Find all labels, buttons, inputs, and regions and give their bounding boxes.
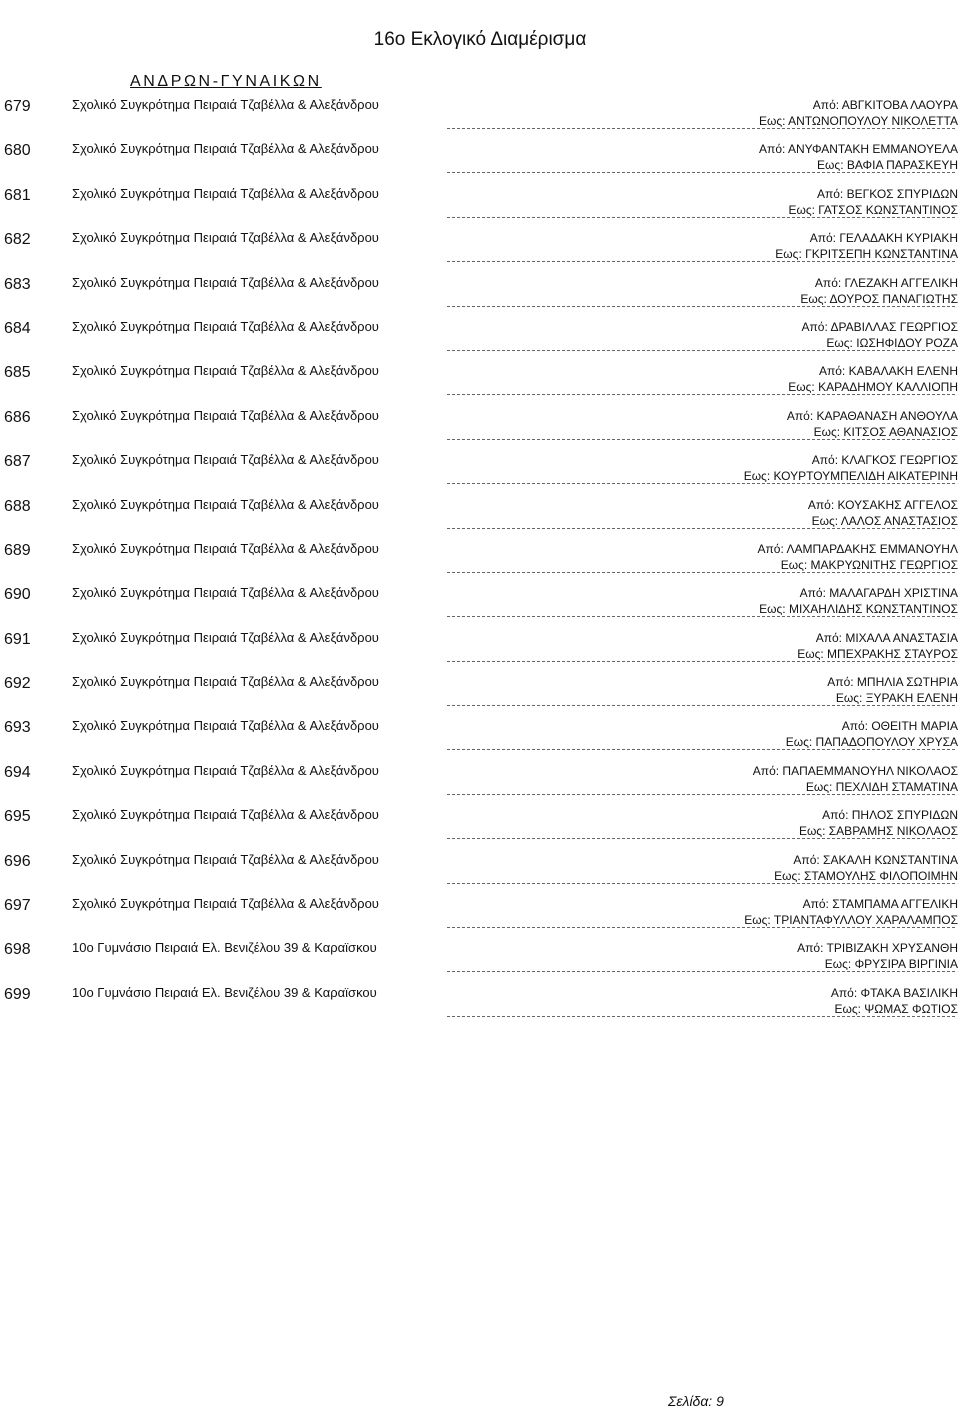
list-item [0,317,960,361]
dashed-divider [447,1016,955,1017]
range-to: Εως: ΚΟΥΡΤΟΥΜΠΕΛΙΔΗ ΑΙΚΑΤΕΡΙΝΗ [743,469,958,484]
range-to: Εως: ΜΠΕΧΡΑΚΗΣ ΣΤΑΥΡΟΣ [797,646,958,661]
range-to: Εως: ΛΑΛΟΣ ΑΝΑΣΤΑΣΙΟΣ [811,513,958,528]
range-to: Εως: ΙΩΣΗΦΙΔΟΥ ΡΟΖΑ [826,335,958,350]
range-from: Από: ΣΤΑΜΠΑΜΑ ΑΓΓΕΛΙΚΗ [802,897,958,912]
dashed-divider [447,838,955,839]
range-from: Από: ΚΑΒΑΛΑΚΗ ΕΛΕΝΗ [818,364,958,379]
range-to: Εως: ΠΕΧΛΙΔΗ ΣΤΑΜΑΤΙΝΑ [805,779,958,794]
station-number: 688 [4,497,31,515]
station-number: 696 [4,852,31,870]
station-number: 683 [4,275,31,293]
range-to: Εως: ΜΑΚΡΥΩΝΙΤΗΣ ΓΕΩΡΓΙΟΣ [780,557,958,572]
list-item [0,938,960,982]
station-location: Σχολικό Συγκρότημα Πειραιά Τζαβέλλα & Αλεξάνδρου [72,629,379,645]
range-from: Από: ΜΑΛΑΓΑΡΔΗ ΧΡΙΣΤΙΝΑ [799,586,958,601]
station-number: 694 [4,763,31,781]
surname-range [759,141,958,173]
station-number: 691 [4,630,31,648]
dashed-divider [447,483,955,484]
section-subtitle: ΑΝΔΡΩΝ-ΓΥΝΑΙΚΩΝ [130,73,322,90]
surname-range [759,97,958,129]
station-location: Σχολικό Συγκρότημα Πειραιά Τζαβέλλα & Αλεξάνδρου [72,452,379,468]
list-item [0,495,960,539]
station-location: Σχολικό Συγκρότημα Πειραιά Τζαβέλλα & Αλεξάνδρου [72,807,379,823]
range-from: Από: ΔΡΑΒΙΛΛΑΣ ΓΕΩΡΓΙΟΣ [801,319,958,334]
dashed-divider [447,350,955,351]
surname-range [827,674,958,706]
station-number: 687 [4,453,31,471]
station-number: 699 [4,985,31,1003]
surname-range [753,763,958,795]
station-location: Σχολικό Συγκρότημα Πειραιά Τζαβέλλα & Αλεξάνδρου [72,185,379,201]
dashed-divider [447,927,955,928]
range-from: Από: ΓΛΕΖΑΚΗ ΑΓΓΕΛΙΚΗ [814,275,958,290]
range-from: Από: ΜΙΧΑΛΑ ΑΝΑΣΤΑΣΙΑ [815,630,958,645]
list-item [0,583,960,627]
range-to: Εως: ΜΙΧΑΗΛΙΔΗΣ ΚΩΝΣΤΑΝΤΙΝΟΣ [759,602,958,617]
station-location: Σχολικό Συγκρότημα Πειραιά Τζαβέλλα & Αλεξάνδρου [72,274,379,290]
dashed-divider [447,217,955,218]
dashed-divider [447,128,955,129]
dashed-divider [447,705,955,706]
surname-range [744,452,958,484]
station-number: 680 [4,142,31,160]
station-number: 684 [4,319,31,337]
dashed-divider [447,661,955,662]
range-from: Από: ΑΝΥΦΑΝΤΑΚΗ ΕΜΜΑΝΟΥΕΛΑ [759,142,958,157]
range-from: Από: ΠΗΛΟΣ ΣΠΥΡΙΔΩΝ [822,808,958,823]
range-from: Από: ΦΤΑΚΑ ΒΑΣΙΛΙΚΗ [830,985,958,1000]
list-item [0,273,960,317]
station-number: 692 [4,675,31,693]
station-number: 685 [4,364,31,382]
dashed-divider [447,261,955,262]
station-number: 681 [4,186,31,204]
station-number: 697 [4,897,31,915]
surname-range [797,940,958,972]
dashed-divider [447,394,955,395]
station-location: Σχολικό Συγκρότημα Πειραιά Τζαβέλλα & Αλεξάνδρου [72,896,379,912]
surname-range [788,186,958,218]
list-item [0,450,960,494]
dashed-divider [447,883,955,884]
dashed-divider [447,172,955,173]
list-item [0,95,960,139]
list-item [0,228,960,272]
station-number: 695 [4,808,31,826]
range-from: Από: ΟΘΕΙΤΗ ΜΑΡΙΑ [841,719,958,734]
range-from: Από: ΚΑΡΑΘΑΝΑΣΗ ΑΝΘΟΥΛΑ [786,408,958,423]
surname-range [799,807,958,839]
station-number: 693 [4,719,31,737]
station-location: Σχολικό Συγκρότημα Πειραιά Τζαβέλλα & Αλεξάνδρου [72,762,379,778]
range-from: Από: ΛΑΜΠΑΡΔΑΚΗΣ ΕΜΜΑΝΟΥΗΛ [757,541,958,556]
range-to: Εως: ΒΑΦΙΑ ΠΑΡΑΣΚΕΥΗ [817,158,958,173]
surname-range [744,896,958,928]
list-item [0,894,960,938]
surname-range [788,363,958,395]
dashed-divider [447,616,955,617]
list-item [0,628,960,672]
dashed-divider [447,439,955,440]
station-location: Σχολικό Συγκρότημα Πειραιά Τζαβέλλα & Αλεξάνδρου [72,97,379,112]
list-item [0,406,960,450]
range-from: Από: ΚΟΥΣΑΚΗΣ ΑΓΓΕΛΟΣ [807,497,958,512]
dashed-divider [447,971,955,972]
range-to: Εως: ΓΑΤΣΟΣ ΚΩΝΣΤΑΝΤΙΝΟΣ [788,202,958,217]
surname-range [759,585,958,617]
surname-range [786,718,958,750]
station-location: Σχολικό Συγκρότημα Πειραιά Τζαβέλλα & Αλεξάνδρου [72,585,379,601]
station-location: Σχολικό Συγκρότημα Πειραιά Τζαβέλλα & Αλεξάνδρου [72,851,379,867]
range-from: Από: ΠΑΠΑΕΜΜΑΝΟΥΗΛ ΝΙΚΟΛΑΟΣ [752,763,958,778]
surname-range [831,985,958,1017]
range-to: Εως: ΓΚΡΙΤΣΕΠΗ ΚΩΝΣΤΑΝΤΙΝΑ [775,247,958,262]
range-to: Εως: ΨΩΜΑΣ ΦΩΤΙΟΣ [834,1001,958,1016]
dashed-divider [447,528,955,529]
dashed-divider [447,749,955,750]
station-list [0,95,960,1027]
station-location: Σχολικό Συγκρότημα Πειραιά Τζαβέλλα & Αλεξάνδρου [72,718,379,734]
surname-range [801,319,958,351]
list-item [0,184,960,228]
surname-range [775,230,958,262]
surname-range [808,497,958,529]
surname-range [797,630,958,662]
station-number: 698 [4,941,31,959]
range-to: Εως: ΑΝΤΩΝΟΠΟΥΛΟΥ ΝΙΚΟΛΕΤΤΑ [758,114,958,128]
page-title: 16ο Εκλογικό Διαμέρισμα [373,29,587,50]
station-location: Σχολικό Συγκρότημα Πειραιά Τζαβέλλα & Αλεξάνδρου [72,496,379,512]
list-item [0,716,960,760]
range-from: Από: ΑΒΓΚΙΤΟΒΑ ΛΑΟΥΡΑ [812,98,958,112]
list-item [0,850,960,894]
station-number: 679 [4,98,31,115]
range-from: Από: ΒΕΓΚΟΣ ΣΠΥΡΙΔΩΝ [816,186,958,201]
station-location: Σχολικό Συγκρότημα Πειραιά Τζαβέλλα & Αλεξάνδρου [72,318,379,334]
station-location: Σχολικό Συγκρότημα Πειραιά Τζαβέλλα & Αλεξάνδρου [72,363,379,379]
range-from: Από: ΣΑΚΑΛΗ ΚΩΝΣΤΑΝΤΙΝΑ [793,852,958,867]
dashed-divider [447,306,955,307]
surname-range [787,408,958,440]
range-to: Εως: ΤΡΙΑΝΤΑΦΥΛΛΟΥ ΧΑΡΑΛΑΜΠΟΣ [744,913,958,928]
range-to: Εως: ΔΟΥΡΟΣ ΠΑΝΑΓΙΩΤΗΣ [800,291,958,306]
station-number: 689 [4,541,31,559]
range-to: Εως: ΣΤΑΜΟΥΛΗΣ ΦΙΛΟΠΟΙΜΗΝ [774,868,958,883]
range-from: Από: ΤΡΙΒΙΖΑΚΗ ΧΡΥΣΑΝΘΗ [797,941,958,956]
station-number: 686 [4,408,31,426]
range-to: Εως: ΚΑΡΑΔΗΜΟΥ ΚΑΛΛΙΟΠΗ [788,380,958,395]
list-item [0,983,960,1027]
range-to: Εως: ΚΙΤΣΟΣ ΑΘΑΝΑΣΙΟΣ [813,424,958,439]
range-to: Εως: ΠΑΠΑΔΟΠΟΥΛΟΥ ΧΡΥΣΑ [785,735,958,750]
list-item [0,139,960,183]
dashed-divider [447,794,955,795]
station-number: 682 [4,231,31,249]
dashed-divider [447,572,955,573]
station-location: 10ο Γυμνάσιο Πειραιά Ελ. Βενιζέλου 39 & Καραϊσκου [72,940,377,956]
range-to: Εως: ΣΑΒΡΑΜΗΣ ΝΙΚΟΛΑΟΣ [798,824,958,839]
page-number: Σελίδα: 9 [668,1393,724,1409]
range-from: Από: ΚΛΑΓΚΟΣ ΓΕΩΡΓΙΟΣ [811,453,958,468]
surname-range [800,275,958,307]
station-location: Σχολικό Συγκρότημα Πειραιά Τζαβέλλα & Αλεξάνδρου [72,674,379,690]
station-location: Σχολικό Συγκρότημα Πειραιά Τζαβέλλα & Αλεξάνδρου [72,230,379,246]
list-item [0,361,960,405]
list-item [0,672,960,716]
station-location: 10ο Γυμνάσιο Πειραιά Ελ. Βενιζέλου 39 & Καραϊσκου [72,984,377,1000]
surname-range [757,541,958,573]
station-location: Σχολικό Συγκρότημα Πειραιά Τζαβέλλα & Αλεξάνδρου [72,407,379,423]
range-from: Από: ΓΕΛΑΔΑΚΗ ΚΥΡΙΑΚΗ [809,231,958,246]
surname-range [774,852,958,884]
list-item [0,539,960,583]
range-from: Από: ΜΠΗΛΙΑ ΣΩΤΗΡΙΑ [827,675,958,690]
range-to: Εως: ΞΥΡΑΚΗ ΕΛΕΝΗ [835,691,958,706]
station-number: 690 [4,586,31,604]
range-to: Εως: ΦΡΥΣΙΡΑ ΒΙΡΓΙΝΙΑ [824,957,958,972]
station-location: Σχολικό Συγκρότημα Πειραιά Τζαβέλλα & Αλεξάνδρου [72,540,379,556]
station-location: Σχολικό Συγκρότημα Πειραιά Τζαβέλλα & Αλεξάνδρου [72,141,379,157]
list-item [0,805,960,849]
list-item [0,761,960,805]
